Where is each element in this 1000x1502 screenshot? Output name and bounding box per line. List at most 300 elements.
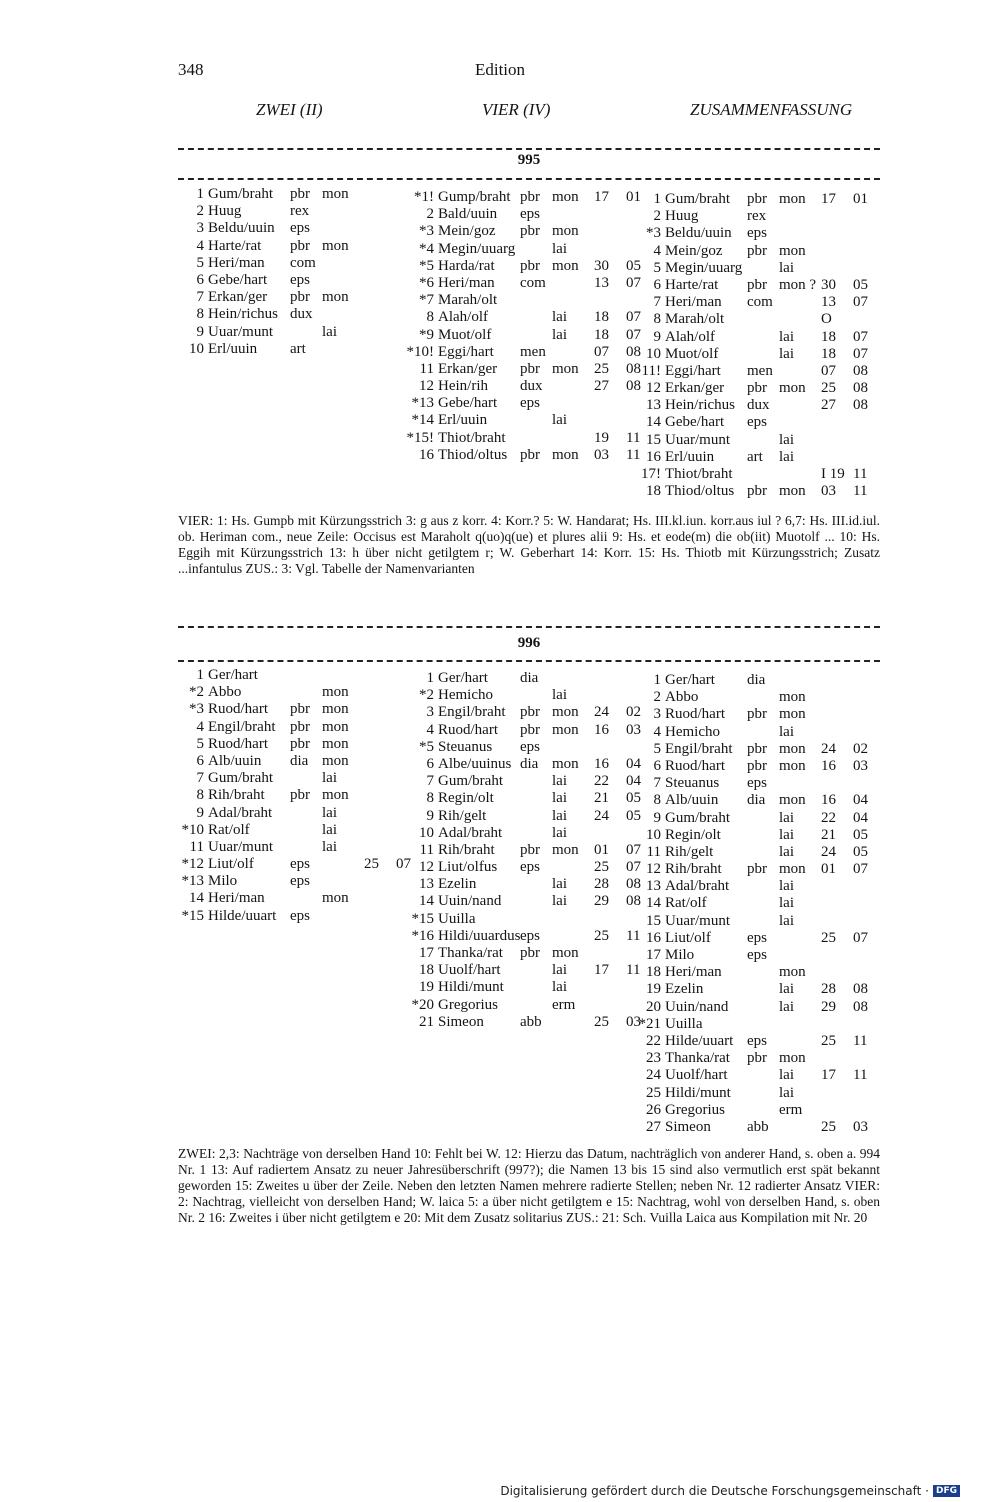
entry-number: *3 (189, 701, 204, 718)
entry-name: Uuolf/hart (665, 1067, 728, 1084)
entry-number: 8 (426, 309, 434, 326)
entry-f2: mon (552, 257, 579, 274)
entry-name: Muot/olf (665, 345, 719, 362)
entry-f1: pbr (520, 223, 540, 240)
entry-f2: erm (552, 996, 576, 1013)
entry-number: 19 (646, 981, 661, 998)
entry-name: Gum/braht (208, 186, 273, 202)
entry-name: Huug (208, 203, 242, 220)
digitization-credit (500, 1484, 960, 1498)
entry-f4: 11 (626, 927, 641, 944)
entry-f3: 29 (821, 998, 836, 1015)
entry-number: 15 (646, 912, 661, 929)
entry-f1: eps (290, 220, 310, 237)
entry-number: 14 (646, 895, 661, 912)
entry-f1: eps (747, 1032, 767, 1049)
entry-name: Rih/braht (665, 861, 722, 878)
entry-f1: eps (747, 225, 767, 242)
entry-f2: lai (552, 412, 567, 429)
entry-name: Gebe/hart (208, 271, 268, 288)
entry-f4: 03 (853, 1118, 868, 1135)
entry-number: 17 (646, 947, 661, 963)
entry-name: Gump/braht (438, 189, 511, 205)
entry-f1: pbr (520, 841, 540, 858)
entry-f2: mon (552, 704, 579, 721)
entry-f4: 02 (626, 704, 641, 721)
entry-number: 5 (653, 259, 661, 276)
entry-f2: mon (779, 242, 806, 259)
entry-f1: art (290, 340, 306, 357)
entry-f4: 01 (626, 189, 641, 205)
entry-f3: 27 (821, 397, 836, 414)
entry-f3: 18 (821, 328, 836, 345)
entry-name: Hildi/munt (665, 1084, 731, 1101)
entry-name: Uuin/nand (665, 998, 729, 1015)
entry-f4: 08 (853, 362, 868, 379)
entry-f2: mon (779, 483, 806, 500)
entry-name: Harte/rat (208, 237, 262, 254)
entry-f3: 27 (594, 378, 609, 395)
entry-f4: 05 (853, 843, 868, 860)
entry-name: Heri/man (208, 254, 265, 271)
entry-name: Erl/uuin (665, 448, 715, 465)
entry-name: Uuolf/hart (438, 962, 501, 979)
entry-number: 14 (419, 893, 434, 910)
entry-name: Gregorius (438, 996, 498, 1013)
entry-f1: eps (747, 947, 767, 963)
entry-f4: 07 (396, 856, 411, 873)
entry-f3: 22 (821, 809, 836, 826)
entry-f1: pbr (290, 237, 310, 254)
entry-f1: eps (747, 929, 767, 946)
entry-f2: lai (779, 998, 794, 1015)
entry-number: *16 (411, 927, 434, 944)
entry-number: 6 (426, 755, 434, 772)
entry-number: *5 (419, 257, 434, 274)
entry-f4: 04 (626, 755, 641, 772)
entry-f3: 03 (821, 483, 836, 500)
entry-f1: eps (290, 873, 310, 890)
entry-f4: 04 (853, 809, 868, 826)
entry-name: Steuanus (438, 738, 493, 755)
entry-name: Gum/braht (665, 809, 730, 826)
entry-name: Megin/uuarg (665, 259, 743, 276)
entry-name: Beldu/uuin (208, 220, 275, 237)
entry-f3: 25 (594, 360, 609, 377)
entry-f3: 30 (594, 257, 609, 274)
entry-number: 22 (646, 1032, 661, 1049)
entry-name: Bald/uuin (438, 206, 498, 223)
entry-f2: lai (322, 770, 337, 787)
entry-f3: 03 (594, 446, 609, 463)
entry-f4: 08 (626, 378, 641, 395)
entry-number: 6 (653, 757, 661, 774)
entry-name: Rat/olf (208, 821, 250, 838)
entry-f2: lai (779, 895, 794, 912)
entry-f1: dux (747, 397, 770, 414)
entry-f3: 07 (594, 343, 609, 360)
entry-name: Eggi/hart (438, 343, 494, 360)
entry-f3: 22 (594, 773, 609, 790)
entry-name: Steuanus (665, 775, 720, 792)
entry-number: 25 (646, 1084, 661, 1101)
entry-name: Adal/braht (208, 804, 273, 821)
entry-f3: 17 (821, 191, 836, 207)
entry-f4: 05 (626, 257, 641, 274)
entry-f4: 07 (626, 841, 641, 858)
running-title: Edition (474, 60, 526, 79)
entry-f1: pbr (747, 276, 767, 293)
entry-f3: 07 (821, 362, 836, 379)
entry-name: Ruod/hart (665, 706, 725, 723)
entry-number: 6 (653, 276, 661, 293)
entry-name: Marah/olt (665, 311, 725, 328)
entry-f3: 13 (594, 274, 609, 291)
entry-number: 2 (426, 206, 434, 223)
entry-name: Engil/braht (665, 740, 733, 757)
entry-number: 21 (419, 1013, 434, 1030)
entry-f2: mon (322, 684, 349, 701)
entry-f2: lai (552, 773, 567, 790)
entry-f1: pbr (747, 242, 767, 259)
entry-f1: dux (520, 378, 543, 395)
entry-f1: abb (520, 1013, 542, 1030)
entry-name: Uuar/munt (208, 838, 273, 855)
entry-name: Thiot/braht (665, 466, 733, 482)
entry-f1: eps (520, 206, 540, 223)
entry-f4: 08 (853, 981, 868, 998)
entry-number: 27 (646, 1118, 661, 1135)
entry-name: Marah/olt (438, 292, 498, 309)
apparatus-note-996 (178, 1146, 880, 1226)
entry-number: 16 (646, 448, 661, 465)
entry-number: 11! (641, 362, 661, 379)
entry-name: Liut/olf (665, 929, 711, 946)
column-title-vier: VIER (IV) (482, 100, 551, 119)
entry-f4: 02 (853, 740, 868, 757)
entry-number: 13 (646, 878, 661, 895)
entry-number: 17! (641, 466, 661, 482)
entry-f4: 07 (853, 294, 868, 311)
entry-f4: 05 (626, 790, 641, 807)
entry-name: Thanka/rat (665, 1050, 730, 1067)
entry-number: 16 (419, 446, 434, 463)
entry-f4: 04 (626, 773, 641, 790)
entry-f4: 07 (853, 345, 868, 362)
entry-name: Heri/man (438, 274, 495, 291)
entry-f1: eps (747, 414, 767, 431)
entry-f2: mon (779, 380, 806, 397)
entry-f3: 29 (594, 893, 609, 910)
entry-f4: 04 (853, 792, 868, 809)
entry-f3: 25 (821, 1118, 836, 1135)
entry-name: Liut/olf (208, 856, 254, 873)
entry-f2: lai (322, 804, 337, 821)
entry-number: 7 (653, 775, 661, 792)
entry-f3: 01 (594, 841, 609, 858)
entry-f4: 03 (853, 757, 868, 774)
entry-f1: dia (747, 792, 766, 809)
entry-number: *15 (181, 907, 204, 924)
entry-name: Simeon (665, 1118, 711, 1135)
entry-f2: lai (552, 893, 567, 910)
entry-number: 20 (646, 998, 661, 1015)
entry-f4: 07 (626, 274, 641, 291)
entry-f1: pbr (290, 289, 310, 306)
entry-f4: 03 (626, 1013, 641, 1030)
entry-f3: 18 (594, 309, 609, 326)
entry-number: 8 (426, 790, 434, 807)
entry-f1: pbr (520, 945, 540, 961)
entry-name: Hemicho (438, 687, 493, 704)
entry-number: 12 (646, 380, 661, 397)
entry-number: 11 (646, 843, 661, 860)
entry-number: *15! (406, 429, 434, 446)
entry-name: Rat/olf (665, 895, 707, 912)
apparatus-note-995 (178, 513, 880, 577)
entry-name: Uuilla (438, 910, 476, 927)
entry-name: Gebe/hart (665, 414, 725, 431)
entry-f2: mon (552, 755, 579, 772)
entry-number: *10 (181, 821, 204, 838)
entry-f1: pbr (747, 861, 767, 878)
column-title-zusammenfassung: ZUSAMMENFASSUNG (690, 100, 853, 119)
entry-f4: 07 (853, 861, 868, 878)
entry-f2: mon (552, 189, 579, 205)
entry-name: Erl/uuin (438, 412, 488, 429)
entry-f2: mon (552, 721, 579, 738)
entry-f1: pbr (747, 483, 767, 500)
entry-f2: mon (322, 289, 349, 306)
entry-f2: lai (779, 328, 794, 345)
entry-f3: 24 (594, 807, 609, 824)
entry-number: 15 (646, 431, 661, 448)
entry-f3: 24 (594, 704, 609, 721)
entry-number: 8 (653, 792, 661, 809)
divider (178, 626, 880, 628)
entry-number: *10! (406, 343, 434, 360)
entry-number: 19 (419, 979, 434, 996)
entry-number: 4 (426, 721, 434, 738)
entry-number: 11 (189, 838, 204, 855)
entry-f1: pbr (520, 721, 540, 738)
entry-number: 6 (196, 271, 204, 288)
credit-text: Digitalisierung gefördert durch die Deutsche Forschungsgemeinschaft · (500, 1484, 929, 1498)
entry-f1: pbr (747, 1050, 767, 1067)
entry-name: Harte/rat (665, 276, 719, 293)
entry-name: Hilde/uuart (208, 907, 277, 924)
entry-f1: pbr (747, 706, 767, 723)
entry-number: 5 (196, 735, 204, 752)
entry-f1: com (747, 294, 773, 311)
entry-f1: men (520, 343, 546, 360)
entry-f4: 05 (626, 807, 641, 824)
entry-f3: 16 (821, 757, 836, 774)
entry-f2: mon (322, 752, 349, 769)
entry-f1: art (747, 448, 763, 465)
entry-name: Ger/hart (208, 667, 258, 683)
entry-f1: eps (520, 927, 540, 944)
entry-number: 23 (646, 1050, 661, 1067)
entry-f1: dia (747, 672, 766, 688)
entry-name: Ger/hart (438, 670, 488, 686)
entry-number: 11 (419, 360, 434, 377)
entry-f2: lai (552, 979, 567, 996)
entry-number: 9 (426, 807, 434, 824)
entry-name: Milo (208, 873, 238, 890)
entry-f1: eps (747, 775, 767, 792)
entry-name: Rih/gelt (665, 843, 714, 860)
entry-name: Gum/braht (438, 773, 503, 790)
entry-f1: pbr (520, 257, 540, 274)
entry-f3: 24 (821, 740, 836, 757)
entry-f1: pbr (290, 787, 310, 804)
entry-number: *15 (411, 910, 434, 927)
entry-number: 14 (646, 414, 661, 431)
entry-f2: lai (552, 326, 567, 343)
entry-number: 3 (196, 220, 204, 237)
entry-name: Mein/goz (665, 242, 723, 259)
divider (178, 660, 880, 662)
entry-name: Megin/uuarg (438, 240, 516, 257)
entry-f4: 08 (626, 893, 641, 910)
entry-f4: 07 (626, 309, 641, 326)
entry-f3: 16 (594, 755, 609, 772)
entry-f4: 11 (626, 446, 641, 463)
entry-name: Liut/olfus (438, 859, 498, 876)
entry-number: *20 (411, 996, 434, 1013)
entry-number: 7 (653, 294, 661, 311)
entry-f1: pbr (747, 757, 767, 774)
entry-f4: 08 (853, 397, 868, 414)
entry-name: Abbo (665, 689, 699, 706)
entry-f3: O (821, 311, 832, 328)
entry-f2: lai (779, 723, 794, 740)
entry-number: 1 (196, 667, 204, 683)
entry-number: 24 (646, 1067, 661, 1084)
entry-number: 17 (419, 945, 434, 961)
entry-f3: 25 (594, 1013, 609, 1030)
entry-f2: lai (552, 824, 567, 841)
entry-number: 12 (419, 859, 434, 876)
entry-f2: mon (322, 735, 349, 752)
entry-name: Gum/braht (665, 191, 730, 207)
entry-name: Beldu/uuin (665, 225, 732, 242)
entry-f3: 28 (594, 876, 609, 893)
entry-name: Erkan/ger (665, 380, 725, 397)
entry-f1: pbr (520, 360, 540, 377)
entry-f2: mon ? (779, 276, 817, 293)
entry-number: 14 (189, 890, 204, 907)
entry-name: Erl/uuin (208, 340, 258, 357)
entry-f2: lai (552, 876, 567, 893)
entry-f1: com (290, 254, 316, 271)
entry-f1: men (747, 362, 773, 379)
entry-number: 7 (196, 770, 204, 787)
entry-f1: abb (747, 1118, 769, 1135)
entry-name: Gum/braht (208, 770, 273, 787)
entry-number: 13 (646, 397, 661, 414)
entry-f3: 17 (821, 1067, 836, 1084)
entry-number: 9 (196, 804, 204, 821)
entry-number: 4 (653, 242, 661, 259)
entry-f2: lai (779, 981, 794, 998)
entry-name: Regin/olt (665, 826, 721, 843)
entry-f2: lai (779, 1067, 794, 1084)
entry-f2: lai (322, 821, 337, 838)
entry-name: Hildi/uuardus (438, 927, 521, 944)
entry-name: Thiot/braht (438, 429, 506, 446)
entry-f1: pbr (747, 740, 767, 757)
entry-f1: pbr (520, 446, 540, 463)
entry-f2: lai (779, 826, 794, 843)
entry-f1: pbr (747, 191, 767, 207)
entry-name: Engil/braht (438, 704, 506, 721)
entry-f4: 11 (626, 962, 641, 979)
entry-f4: 08 (626, 360, 641, 377)
entry-number: *7 (419, 292, 434, 309)
year-heading-996: 996 (517, 635, 541, 651)
entry-number: 1 (426, 670, 434, 686)
entry-name: Ruod/hart (438, 721, 498, 738)
entry-name: Heri/man (665, 964, 722, 981)
entry-f4: 08 (853, 380, 868, 397)
entry-f2: mon (552, 360, 579, 377)
entry-f2: mon (779, 191, 806, 207)
entry-f2: lai (322, 323, 337, 340)
entry-f1: pbr (290, 718, 310, 735)
note-text: VIER: 1: Hs. Gumpb mit Kürzungsstrich 3: g aus z korr. 4: Korr.? 5: W. Handarat; Hs. III.kl.iun. korr.aus iul ? 6,7: Hs. III.id.iul. ob. Heriman com., neue Zeile: Occisus est Maraholt q(uo)q(ue) et plures alii 9: Hs. et eode(m) die ob(iit) Muotolf ... 10: Hs. Eggih mit Kürzungsstrich 13: h über nicht getilgtem r; W. Geberhart 14: Korr. 15: Hs. Thiotb mit Kürzungsstrich; Zusatz ...infantulus ZUS.: 3: Vgl. Tabelle der Namenvarianten (178, 513, 880, 576)
entry-name: Alah/olf (665, 328, 715, 345)
entry-number: 9 (653, 328, 661, 345)
entry-number: 6 (196, 752, 204, 769)
divider (178, 178, 880, 180)
entry-f3: 25 (821, 380, 836, 397)
entry-number: 3 (426, 704, 434, 721)
entry-name: Eggi/hart (665, 362, 721, 379)
entry-name: Milo (665, 947, 695, 963)
entry-name: Hildi/munt (438, 979, 504, 996)
entry-name: Simeon (438, 1013, 484, 1030)
entry-name: Hilde/uuart (665, 1032, 734, 1049)
entry-f2: lai (779, 912, 794, 929)
entry-f1: pbr (520, 189, 540, 205)
entry-f2: mon (779, 792, 806, 809)
entry-f1: dia (520, 670, 539, 686)
entry-f3: 21 (594, 790, 609, 807)
entry-f4: 11 (853, 466, 868, 482)
entry-name: Heri/man (665, 294, 722, 311)
entry-f4: 11 (853, 1067, 868, 1084)
entry-name: Mein/goz (438, 223, 496, 240)
entry-f2: mon (779, 757, 806, 774)
entry-f3: 24 (821, 843, 836, 860)
entry-f3: 16 (594, 721, 609, 738)
entry-f3: 17 (594, 962, 609, 979)
entry-number: 3 (653, 706, 661, 723)
entry-f3: 18 (594, 326, 609, 343)
entry-f1: dia (520, 755, 539, 772)
entry-f4: 11 (853, 483, 868, 500)
entry-name: Thiod/oltus (665, 483, 735, 500)
entry-name: Erkan/ger (438, 360, 498, 377)
entry-f1: pbr (290, 701, 310, 718)
year-heading-995: 995 (517, 152, 541, 168)
entry-f1: eps (290, 271, 310, 288)
entry-number: 8 (196, 306, 204, 323)
entry-f1: dia (290, 752, 309, 769)
entry-number: *14 (411, 412, 434, 429)
